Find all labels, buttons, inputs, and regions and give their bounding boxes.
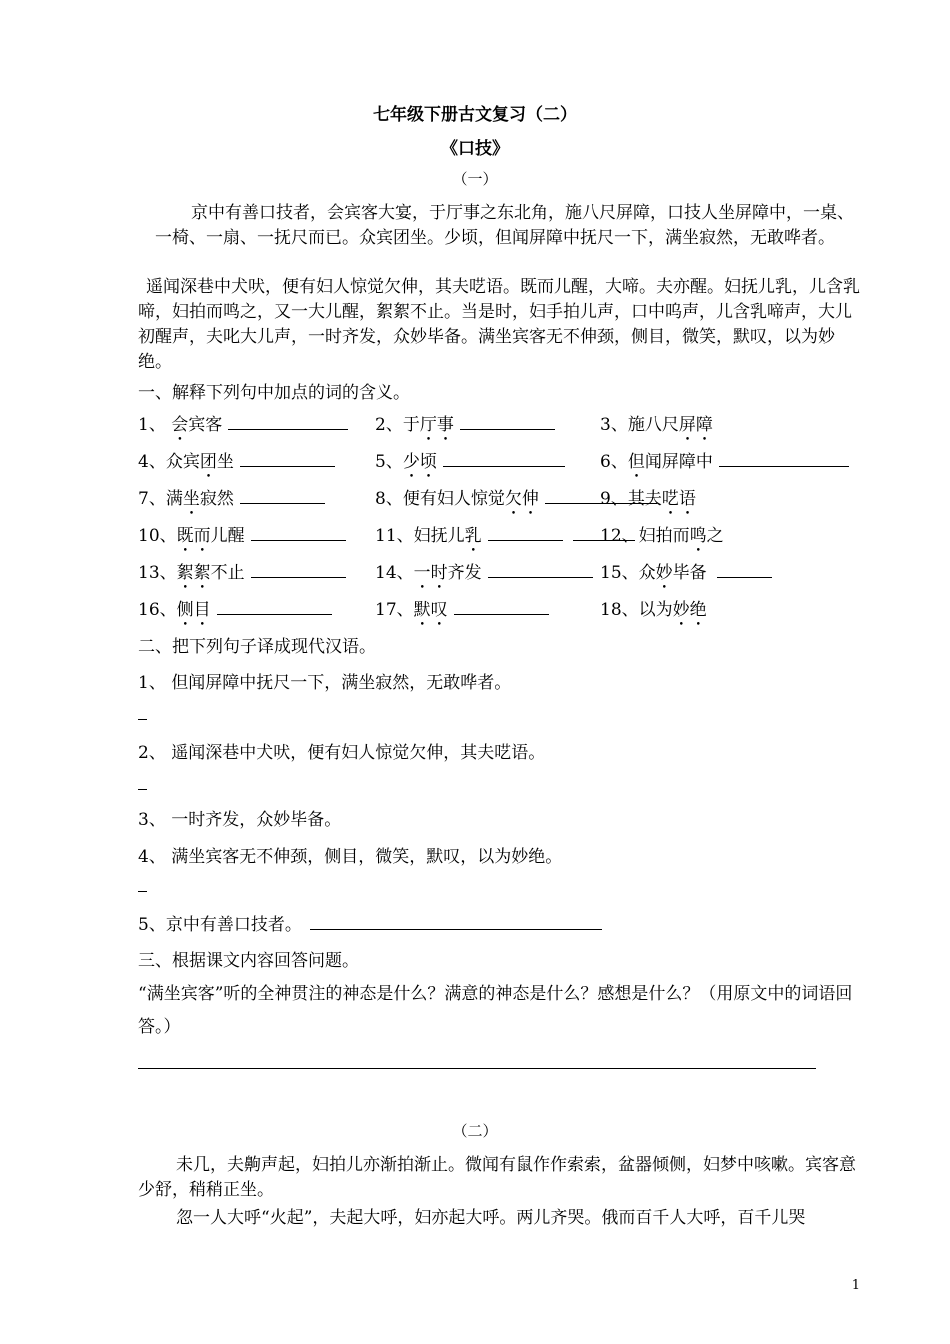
vocab-item-prefix: 众宾 [165,452,200,472]
vocab-item-dotted-word: 默叹 [413,600,448,620]
vocab-answer-blank[interactable] [251,524,346,541]
translate-item-2: 2、 遥闻深巷中犬吠，便有妇人惊觉欠伸，其夫呓语。 [138,743,546,763]
vocab-item [138,484,325,519]
vocab-item [600,484,696,519]
page-title: 七年级下册古文复习（二） [373,105,577,125]
vocab-answer-blank[interactable] [460,413,555,430]
text-title: 《口技》 [441,139,509,159]
vocab-item-suffix: 之 [706,526,724,546]
vocab-item-prefix: 妇拍而 [638,526,690,546]
vocab-item-prefix: 满 [165,489,183,509]
vocab-item [600,447,849,482]
vocab-item-number: 18、 [600,600,639,620]
vocab-item-dotted-word: 屏障 [678,415,713,435]
vocab-item-suffix: 宾客 [188,415,223,435]
vocab-answer-blank[interactable] [488,524,563,541]
translate-item-3: 3、 一时齐发，众妙毕备。 [138,810,342,830]
vocab-answer-blank[interactable] [443,450,565,467]
question-text: “满坐宾客”听的全神贯注的神态是什么？满意的神态是什么？感想是什么？（用原文中的词语回答。） [138,984,853,1037]
section-heading-questions: 三、根据课文内容回答问题。 [138,951,359,971]
vocab-item-dotted-word: 妙 [655,563,673,583]
vocab-item [375,521,635,556]
vocab-item [600,595,707,630]
vocab-answer-blank[interactable] [228,413,348,430]
vocab-item-number: 5、 [375,452,403,472]
vocab-item-suffix: 坐 [216,452,234,472]
vocab-item [375,595,549,630]
vocab-item-suffix: 儿醒 [210,526,245,546]
vocab-item-number: 4、 [138,452,166,472]
vocab-item [600,410,713,445]
vocab-item-number: 17、 [375,600,414,620]
passage-paragraph-1: 京中有善口技者，会宾客大宴，于厅事之东北角，施八尺屏障，口技人坐屏障中，一桌、一椅、一扇、一抚尺而已。众宾团坐。少顷，但闻屏障中抚尺一下，满坐寂然，无敢哗者。 [155,203,854,248]
vocab-item-dotted-word: 鸣 [689,526,707,546]
vocab-item-suffix: 闻屏障中 [644,452,713,472]
vocab-item-dotted-word: 侧目 [176,600,211,620]
vocab-answer-blank[interactable] [251,561,346,578]
vocab-item-dotted-word: 少顷 [402,452,437,472]
vocab-item-prefix: 施八尺 [627,415,679,435]
vocab-item [138,447,335,482]
vocab-item [600,558,772,593]
vocab-item-number: 1、 [138,415,166,435]
vocab-item [138,558,346,593]
vocab-item-number: 10、 [138,526,177,546]
passage-paragraph-2: 遥闻深巷中犬吠，便有妇人惊觉欠伸，其夫呓语。既而儿醒，大啼。夫亦醒。妇抚儿乳，儿含乳啼，妇拍而鸣之，又一大儿醒，絮絮不止。当是时，妇手拍儿声，口中呜声，儿含乳啼声，大儿初醒声，夫叱大儿声，一时齐发，众妙毕备。满坐宾客无不伸颈，侧目，微笑，默叹，以为妙绝。 [138,277,860,372]
vocab-item-dotted-word: 乳 [464,526,482,546]
vocab-item-prefix: 便有妇人惊觉 [402,489,505,509]
vocab-item-dotted-word: 厅事 [419,415,454,435]
translate-item-1: 1、 但闻屏障中抚尺一下，满坐寂然，无敢哗者。 [138,673,512,693]
vocab-item-dotted-word: 一时 [413,563,448,583]
answer-line-1[interactable] [138,719,147,720]
vocab-answer-blank[interactable] [488,561,593,578]
vocab-item-dotted-word: 但 [627,452,645,472]
vocab-item-dotted-word: 坐 [182,489,200,509]
section-heading-translate: 二、把下列句子译成现代汉语。 [138,637,376,657]
vocab-item-dotted-word: 会 [171,415,189,435]
translate-item-5 [138,910,602,935]
vocab-item-number: 16、 [138,600,177,620]
section-heading-vocab: 一、解释下列句中加点的词的含义。 [138,383,410,403]
vocab-answer-blank[interactable] [240,450,335,467]
vocab-item-number: 9、 [600,489,628,509]
vocab-answer-blank[interactable] [217,598,332,615]
translate-item-5-text: 5、京中有善口技者。 [138,915,302,935]
vocab-item-prefix: 众 [638,563,656,583]
vocab-item-number: 7、 [138,489,166,509]
vocab-item-prefix: 以为 [638,600,673,620]
vocab-item-number: 12、 [600,526,639,546]
part-one-label: （一） [452,170,498,188]
vocab-item [138,410,348,445]
answer-blank-5[interactable] [310,913,602,930]
vocab-item-suffix: 毕备 [672,563,707,583]
vocab-item-number: 13、 [138,563,177,583]
vocab-item-dotted-word: 呓语 [661,489,696,509]
vocab-item [375,447,565,482]
translate-item-4: 4、 满坐宾客无不伸颈，侧目，微笑，默叹，以为妙绝。 [138,847,563,867]
vocab-item-number: 3、 [600,415,628,435]
question-answer-line[interactable] [138,1068,816,1069]
vocab-item-suffix: 齐发 [447,563,482,583]
vocab-item-suffix: 不止 [210,563,245,583]
vocab-item [138,521,346,556]
vocab-item-suffix: 寂然 [199,489,234,509]
vocab-item [600,521,724,556]
vocab-item-dotted-word: 絮絮 [176,563,211,583]
vocab-item [138,595,332,630]
vocab-item-prefix: 于 [402,415,420,435]
vocab-answer-blank[interactable] [240,487,325,504]
vocab-answer-blank-2[interactable] [717,561,772,578]
vocab-answer-blank[interactable] [719,450,849,467]
vocab-item-number: 11、 [375,526,414,546]
vocab-item-dotted-word: 妙绝 [672,600,707,620]
vocab-answer-blank[interactable] [454,598,549,615]
vocab-item-dotted-word: 既而 [176,526,211,546]
answer-line-2[interactable] [138,789,147,790]
vocab-item-prefix: 妇抚儿 [413,526,465,546]
passage2-paragraph-2: 忽一人大呼“火起”，夫起大呼，妇亦起大呼。两儿齐哭。俄而百千人大呼，百千儿哭 [176,1208,806,1228]
vocab-item-dotted-word: 欠伸 [504,489,539,509]
vocab-item [375,410,555,445]
passage2-paragraph-1: 未几，夫齁声起，妇拍儿亦渐拍渐止。微闻有鼠作作索索，盆器倾侧，妇梦中咳嗽。宾客意少舒，稍稍正坐。 [138,1155,856,1200]
answer-line-4[interactable] [138,891,147,892]
page-number: 1 [851,1278,860,1293]
vocab-item-number: 6、 [600,452,628,472]
vocab-item-number: 8、 [375,489,403,509]
vocab-item-number: 15、 [600,563,639,583]
vocab-item-number: 2、 [375,415,403,435]
vocab-item-dotted-word: 团 [199,452,217,472]
vocab-item-prefix: 其夫 [627,489,662,509]
vocab-item [375,558,593,593]
part-two-label: （二） [452,1122,498,1140]
vocab-item-number: 14、 [375,563,414,583]
